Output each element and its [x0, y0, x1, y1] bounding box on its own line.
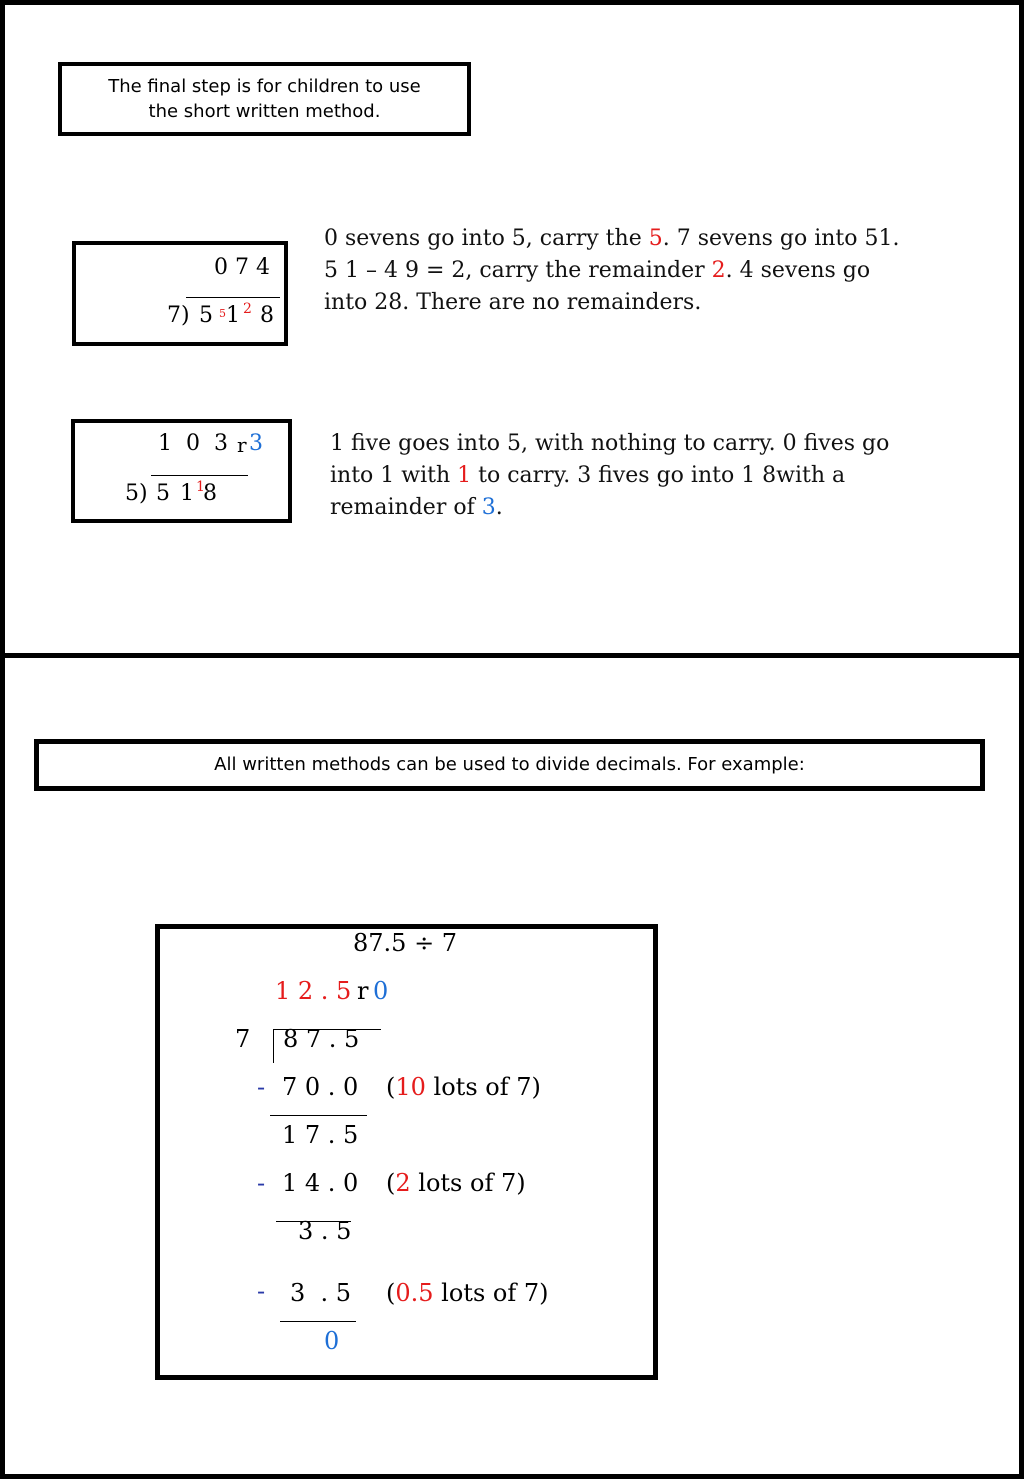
note-paren: ( [386, 1073, 396, 1101]
partial-result: 1 7 . 5 [282, 1121, 359, 1149]
subtrahend: 3 . 5 [290, 1279, 352, 1307]
digit-1: 1 [226, 303, 240, 328]
exp2-text: to carry. 3 fives go into 1 8with a [471, 463, 846, 488]
quotient: 1 0 3 [158, 431, 228, 456]
exp1-text: . 7 sevens go into 51. [662, 226, 900, 251]
digit-5: 5 [199, 303, 213, 328]
decimals-intro-box [34, 739, 985, 791]
intro-line-2: the short written method. [148, 101, 381, 122]
digit-5: 5 [156, 481, 170, 506]
example-2-explanation [330, 428, 889, 524]
subtrahend: 7 0 . 0 [282, 1073, 359, 1101]
bracket-vertical [273, 1029, 274, 1063]
step-note [386, 1073, 541, 1101]
step-note [386, 1169, 526, 1197]
step-note [386, 1279, 548, 1307]
quotient: 0 7 4 [214, 255, 270, 280]
note-number: 10 [395, 1073, 426, 1101]
division-bar [186, 297, 280, 298]
exp1-text: into 28. There are no remainders. [324, 290, 702, 315]
intro-box [58, 62, 471, 136]
note-text: lots of 7) [410, 1169, 526, 1197]
short-division-example-1 [72, 241, 288, 346]
exp2-text: 1 five goes into 5, with nothing to carry. 0 fives go [330, 431, 890, 456]
chunking-example [155, 924, 658, 1380]
note-number: 2 [395, 1169, 411, 1197]
note-text: lots of 7) [425, 1073, 541, 1101]
note-paren: ( [386, 1279, 396, 1307]
exp1-text: . 4 sevens go [725, 258, 871, 283]
minus-sign: - [257, 1073, 266, 1101]
exp2-text: . [495, 495, 503, 520]
division-bar [151, 475, 248, 476]
minus-sign: - [257, 1277, 266, 1305]
remainder-letter: r [357, 977, 369, 1005]
remainder-value: 0 [373, 977, 389, 1005]
slide-2 [0, 653, 1024, 1479]
exp2-text: remainder of [330, 495, 482, 520]
carry-2: 2 [243, 301, 252, 317]
divisor: 5) [125, 481, 148, 506]
subtraction-line [280, 1321, 356, 1322]
remainder-value: 2 [711, 258, 726, 283]
remainder-value: 3 [481, 495, 496, 520]
subtraction-line [270, 1115, 367, 1116]
exp1-text: 5 1 – 4 9 = 2, carry the remainder [324, 258, 712, 283]
digit-1: 1 [180, 481, 194, 506]
subtrahend: 1 4 . 0 [282, 1169, 359, 1197]
note-text: lots of 7) [433, 1279, 549, 1307]
example-1-explanation [324, 223, 900, 319]
problem-title: 87.5 ÷ 7 [353, 929, 458, 957]
decimals-intro-text: All written methods can be used to divide decimals. For example: [214, 754, 805, 775]
note-paren: ( [386, 1169, 396, 1197]
digit-8: 8 [203, 481, 217, 506]
exp1-text: 0 sevens go into 5, carry the [324, 226, 649, 251]
divisor: 7) [167, 303, 190, 328]
final-result: 0 [324, 1327, 340, 1355]
dividend: 8 7 . 5 [283, 1025, 360, 1053]
note-number: 0.5 [395, 1279, 434, 1307]
remainder-letter: r [237, 433, 247, 457]
remainder-value: 3 [249, 431, 263, 456]
partial-result: 3 . 5 [298, 1217, 352, 1245]
digit-8: 8 [260, 303, 274, 328]
carry-5: 5 [219, 307, 226, 320]
carry-value: 5 [648, 226, 663, 251]
exp2-text: into 1 with [330, 463, 458, 488]
divisor: 7 [235, 1025, 251, 1053]
intro-line-1: The final step is for children to use [108, 76, 421, 97]
short-division-example-2 [71, 419, 292, 523]
minus-sign: - [257, 1169, 266, 1197]
carry-1: 1 [196, 479, 205, 495]
carry-value: 1 [457, 463, 472, 488]
quotient: 1 2 . 5 [275, 977, 352, 1005]
slide-1 [0, 0, 1024, 658]
